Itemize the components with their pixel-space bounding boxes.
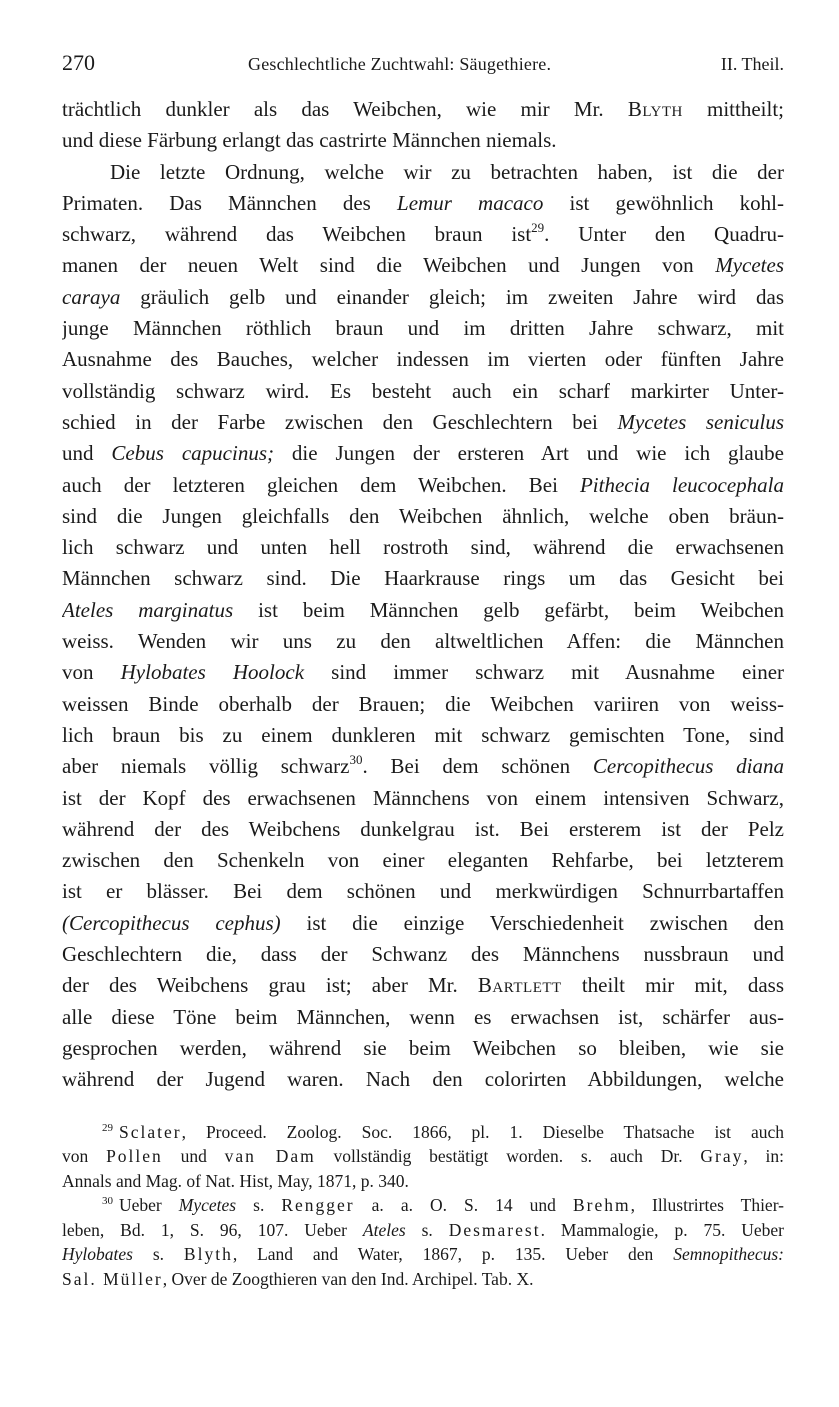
species-name: Semnopithecus:	[673, 1244, 784, 1265]
text-run: manen der neuen Welt sind die Weibchen und Jungen von	[62, 253, 716, 278]
text-run: . Bei dem schönen	[362, 754, 593, 779]
text-line	[62, 344, 784, 375]
text-line	[62, 970, 784, 1001]
species-name: Hylobates	[62, 1244, 133, 1265]
text-run: Annals and Mag. of Nat. Hist, May, 1871, p. 340.	[62, 1170, 409, 1191]
text-run: junge Männchen röthlich braun und im dritten Jahre schwarz, mit	[62, 316, 784, 341]
text-run: Ueber	[119, 1195, 179, 1216]
author-name: Desmarest	[448, 1219, 541, 1240]
person-name: Blyth	[627, 97, 683, 121]
text-run: schwarz, während das Weibchen braun ist	[62, 222, 532, 247]
text-line	[62, 470, 784, 501]
text-line	[62, 595, 784, 626]
text-run: weiss. Wenden wir uns zu den altweltlichen Affen: die Männchen	[62, 629, 784, 654]
species-name: Ateles	[362, 1219, 406, 1240]
text-line	[62, 845, 784, 876]
text-line	[62, 501, 784, 532]
text-line	[62, 313, 784, 344]
text-run: aber niemals völlig schwarz	[62, 754, 350, 779]
text-run: gesprochen werden, während sie beim Weibchen so bleiben, wie sie	[62, 1035, 784, 1060]
footnote-line	[62, 1193, 784, 1218]
author-name: Rengger	[281, 1195, 355, 1216]
footnotes	[62, 1120, 784, 1292]
running-title: Geschlechtliche Zuchtwahl: Säugethiere.	[248, 54, 552, 74]
species-name: Ateles marginatus	[62, 597, 234, 622]
footnote-line	[62, 1169, 784, 1194]
author-name: Blyth	[183, 1244, 233, 1265]
text-line	[62, 250, 784, 281]
text-run: gräulich gelb und einander gleich; im zweiten Jahre wird das	[120, 284, 784, 309]
text-run: s.	[405, 1219, 449, 1240]
person-name: Bartlett	[477, 973, 562, 998]
text-run: Primaten. Das Männchen des	[62, 190, 398, 215]
text-line	[62, 1033, 784, 1064]
text-run: . Mammalogie, p. 75. Ueber	[540, 1219, 784, 1240]
footnote-ref: 30	[349, 752, 363, 768]
running-head	[62, 50, 784, 80]
footnote-line	[62, 1242, 784, 1267]
text-line	[62, 407, 784, 438]
author-name: Sal. Müller	[62, 1269, 163, 1290]
text-line	[62, 689, 784, 720]
text-run: vollständig schwarz wird. Es besteht auch ein scharf markirter Unter-	[62, 378, 784, 403]
author-name: Sclater	[119, 1121, 182, 1142]
text-run: der des Weibchens grau ist; aber Mr.	[62, 973, 478, 998]
text-run: , Over de Zoogthieren van den Ind. Archipel. Tab. X.	[162, 1269, 534, 1290]
text-run: , Land and Water, 1867, p. 135. Ueber den	[232, 1244, 674, 1265]
text-line	[62, 1064, 784, 1095]
text-run: von	[62, 1146, 107, 1167]
text-run: . Unter den Quadru-	[544, 222, 784, 247]
text-run: theilt mir mit, dass	[561, 973, 784, 998]
species-name: Cebus capucinus;	[111, 441, 274, 466]
footnote-line	[62, 1144, 784, 1169]
part-label: II. Theil.	[720, 54, 784, 74]
text-run: mittheilt;	[682, 97, 784, 121]
text-line	[62, 720, 784, 751]
text-line	[62, 157, 784, 188]
text-line	[62, 563, 784, 594]
text-run: ist die einzige Verschiedenheit zwischen den	[280, 910, 784, 935]
text-run: und	[162, 1146, 225, 1167]
text-line	[62, 814, 784, 845]
text-line	[62, 125, 784, 156]
species-name: Mycetes	[715, 253, 784, 278]
footnote-number: 30	[102, 1195, 113, 1208]
species-name: Pithecia leucocephala	[579, 472, 784, 497]
footnote-line	[62, 1218, 784, 1243]
text-line	[62, 94, 784, 125]
text-run: ist beim Männchen gelb gefärbt, beim Weibchen	[233, 597, 784, 622]
text-line	[62, 908, 784, 939]
species-name: Lemur macaco	[397, 190, 544, 215]
author-name: Gray	[700, 1146, 744, 1167]
species-name: caraya	[62, 284, 121, 309]
text-run: auch der letzteren gleichen dem Weibchen. Bei	[62, 472, 580, 497]
text-line	[62, 532, 784, 563]
text-run: , in:	[743, 1146, 784, 1167]
text-run: lich braun bis zu einem dunkleren mit schwarz gemischten Tone, sind	[62, 722, 784, 747]
species-name: Cercopithecus diana	[592, 754, 784, 779]
text-run: sind die Jungen gleichfalls den Weibchen ähnlich, welche oben bräun-	[62, 503, 784, 528]
text-run: trächtlich dunkler als das Weibchen, wie mir Mr.	[62, 97, 628, 121]
text-line	[62, 1002, 784, 1033]
text-run: Männchen schwarz sind. Die Haarkrause rings um das Gesicht bei	[62, 566, 784, 591]
footnote-ref: 29	[531, 220, 545, 236]
text-run: alle diese Töne beim Männchen, wenn es erwachsen ist, schärfer aus-	[62, 1004, 784, 1029]
text-run: leben, Bd. 1, S. 96, 107. Ueber	[62, 1219, 363, 1240]
text-run: während der Jugend waren. Nach den colorirten Abbildungen, welche	[62, 1067, 784, 1092]
text-run: sind immer schwarz mit Ausnahme einer	[304, 660, 784, 685]
main-text	[62, 94, 784, 1096]
text-run: und diese Färbung erlangt das castrirte Männchen niemals.	[62, 128, 557, 153]
text-line	[62, 783, 784, 814]
text-line	[62, 219, 784, 250]
text-run: vollständig bestätigt worden. s. auch Dr.	[315, 1146, 701, 1167]
species-name: Mycetes seniculus	[617, 409, 784, 434]
text-line	[62, 876, 784, 907]
text-line	[62, 751, 784, 782]
text-line	[62, 657, 784, 688]
text-run: ist der Kopf des erwachsenen Männchens von einem intensiven Schwarz,	[62, 785, 784, 810]
text-run: die Jungen der ersteren Art und wie ich glaube	[273, 441, 784, 466]
text-line	[62, 188, 784, 219]
page-number: 270	[62, 50, 95, 75]
footnote-number: 29	[102, 1121, 113, 1134]
text-line	[62, 376, 784, 407]
text-run: ist er blässer. Bei dem schönen und merkwürdigen Schnurrbartaffen	[62, 879, 784, 904]
book-page	[62, 50, 784, 1292]
text-run: lich schwarz und unten hell rostroth sind, während die erwachsenen	[62, 535, 784, 560]
text-line	[62, 939, 784, 970]
author-name: Brehm	[572, 1195, 631, 1216]
text-run: Die letzte Ordnung, welche wir zu betrachten haben, ist die der	[110, 159, 784, 184]
text-run: und	[62, 441, 112, 466]
author-name: van Dam	[224, 1146, 316, 1167]
footnote-line	[62, 1267, 784, 1292]
text-run: von	[62, 660, 121, 685]
text-run: schied in der Farbe zwischen den Geschlechtern bei	[62, 409, 618, 434]
text-run: weissen Binde oberhalb der Brauen; die Weibchen variiren von weiss-	[62, 691, 784, 716]
text-run: s.	[236, 1195, 282, 1216]
footnote-line	[62, 1120, 784, 1145]
text-run: Geschlechtern die, dass der Schwanz des Männchens nussbraun und	[62, 942, 784, 967]
text-line	[62, 626, 784, 657]
text-run: Ausnahme des Bauches, welcher indessen im vierten oder fünften Jahre	[62, 347, 784, 372]
author-name: Pollen	[106, 1146, 163, 1167]
text-line	[62, 282, 784, 313]
text-run: s.	[132, 1244, 184, 1265]
text-run: zwischen den Schenkeln von einer eleganten Rehfarbe, bei letzterem	[62, 848, 784, 873]
species-name: (Cercopithecus cephus)	[62, 910, 281, 935]
text-run: , Illustrirtes Thier-	[630, 1195, 784, 1216]
text-run: a. a. O. S. 14 und	[354, 1195, 573, 1216]
text-run: , Proceed. Zoolog. Soc. 1866, pl. 1. Dieselbe Thatsache ist auch	[181, 1121, 784, 1142]
text-run: während der des Weibchens dunkelgrau ist. Bei ersterem ist der Pelz	[62, 816, 784, 841]
species-name: Hylobates Hoolock	[120, 660, 305, 685]
text-line	[62, 438, 784, 469]
text-run: ist gewöhnlich kohl-	[543, 190, 784, 215]
species-name: Mycetes	[178, 1195, 237, 1216]
